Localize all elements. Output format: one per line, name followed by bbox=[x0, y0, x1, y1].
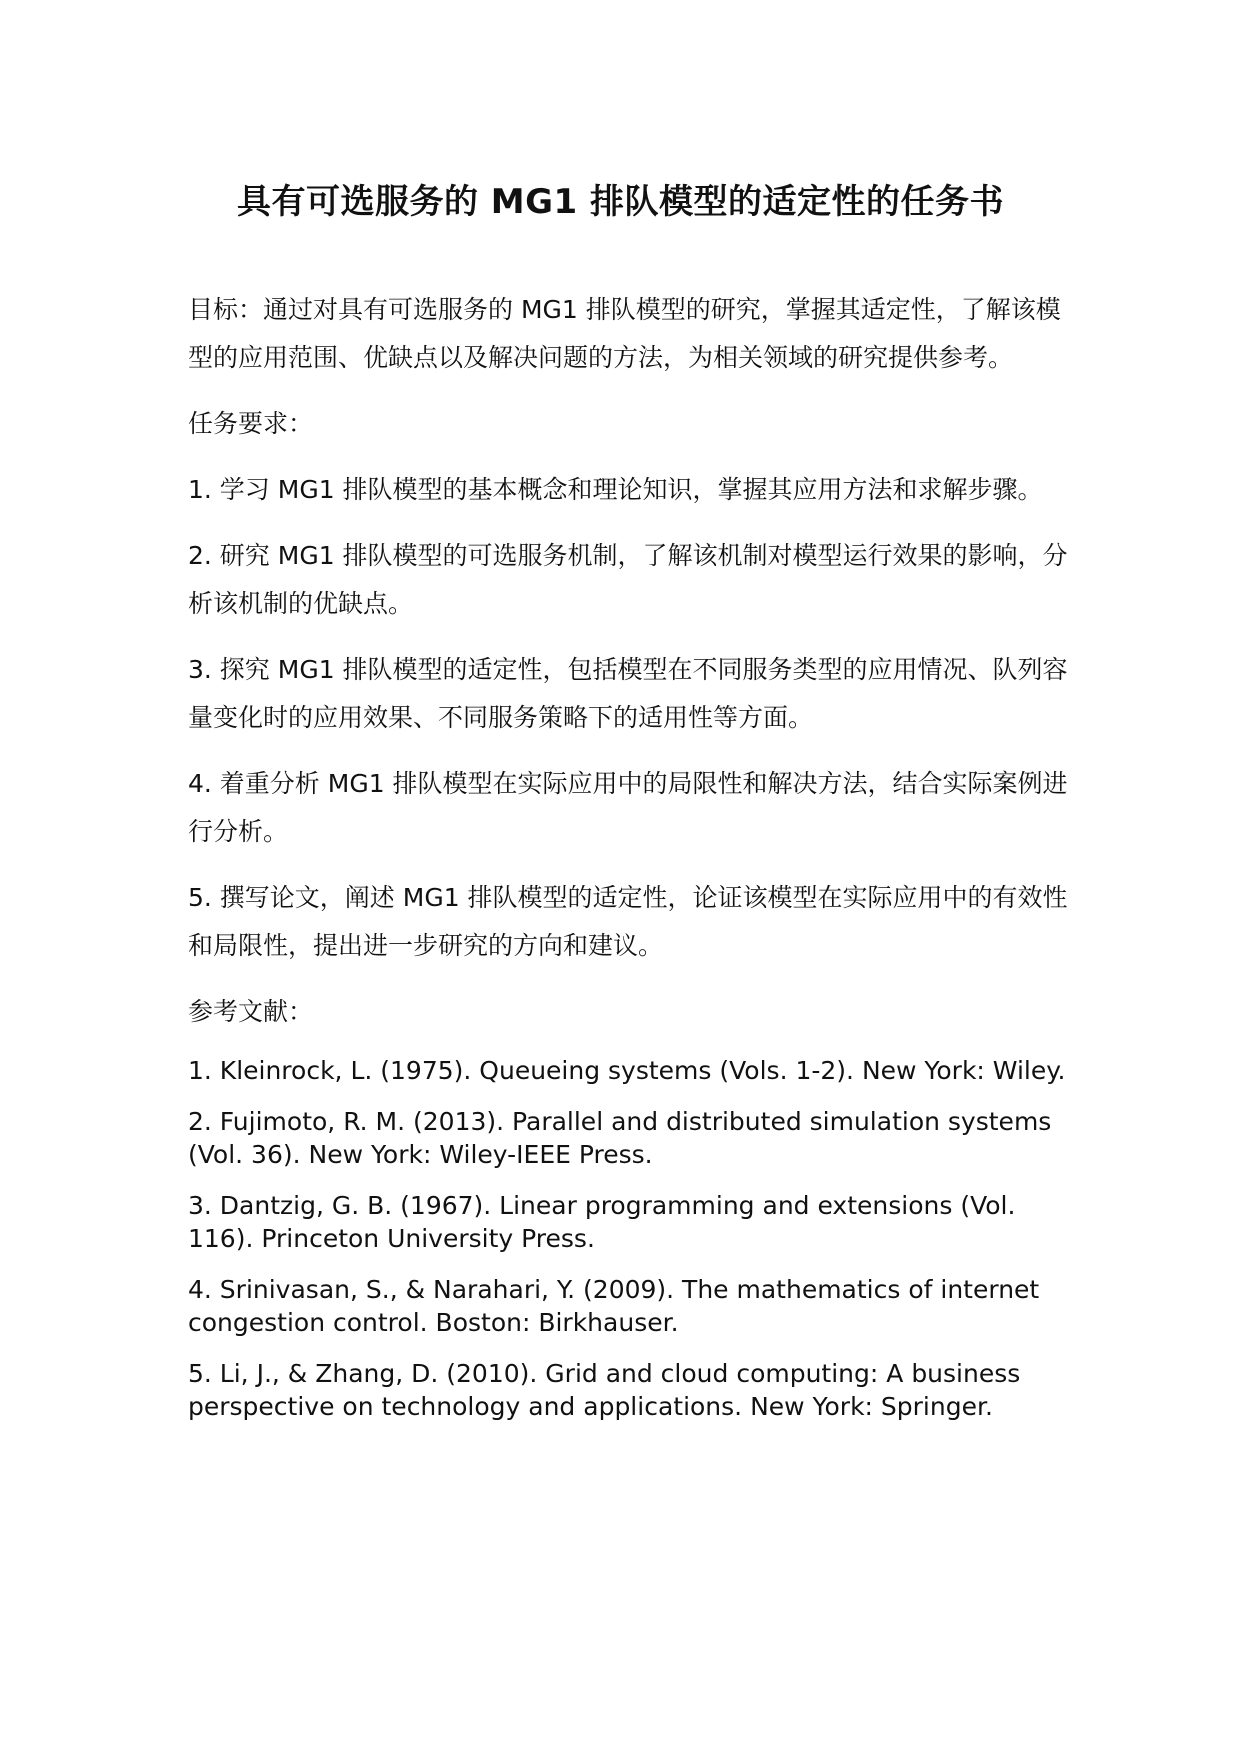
references-heading: 参考文献： bbox=[188, 997, 314, 1026]
task-item-4: 4. 着重分析 MG1 排队模型在实际应用中的局限性和解决方法，结合实际案例进行分析。 bbox=[188, 769, 1068, 846]
document-body bbox=[188, 286, 1068, 1441]
reference-item-3: 3. Dantzig, G. B. (1967). Linear programming and extensions (Vol. 116). Princeton University Press. bbox=[188, 1191, 1016, 1253]
task-item-1: 1. 学习 MG1 排队模型的基本概念和理论知识，掌握其应用方法和求解步骤。 bbox=[188, 475, 1043, 504]
objective-paragraph: 目标：通过对具有可选服务的 MG1 排队模型的研究，掌握其适定性，了解该模型的应用范围、优缺点以及解决问题的方法，为相关领域的研究提供参考。 bbox=[188, 295, 1061, 372]
reference-item-5: 5. Li, J., & Zhang, D. (2010). Grid and cloud computing: A business perspective on technology and applications. New York: Springer. bbox=[188, 1359, 1021, 1421]
reference-item-1: 1. Kleinrock, L. (1975). Queueing systems (Vols. 1-2). New York: Wiley. bbox=[188, 1056, 1066, 1085]
reference-item-2: 2. Fujimoto, R. M. (2013). Parallel and distributed simulation systems (Vol. 36). New York: Wiley-IEEE Press. bbox=[188, 1107, 1052, 1169]
tasks-heading: 任务要求： bbox=[188, 409, 314, 438]
task-item-2: 2. 研究 MG1 排队模型的可选服务机制，了解该机制对模型运行效果的影响，分析该机制的优缺点。 bbox=[188, 541, 1068, 618]
task-item-5: 5. 撰写论文，阐述 MG1 排队模型的适定性，论证该模型在实际应用中的有效性和局限性，提出进一步研究的方向和建议。 bbox=[188, 883, 1068, 960]
task-item-3: 3. 探究 MG1 排队模型的适定性，包括模型在不同服务类型的应用情况、队列容量变化时的应用效果、不同服务策略下的适用性等方面。 bbox=[188, 655, 1068, 732]
document-title: 具有可选服务的 MG1 排队模型的适定性的任务书 bbox=[236, 182, 1005, 222]
reference-item-4: 4. Srinivasan, S., & Narahari, Y. (2009). The mathematics of internet congestion control. Boston: Birkhauser. bbox=[188, 1275, 1040, 1337]
